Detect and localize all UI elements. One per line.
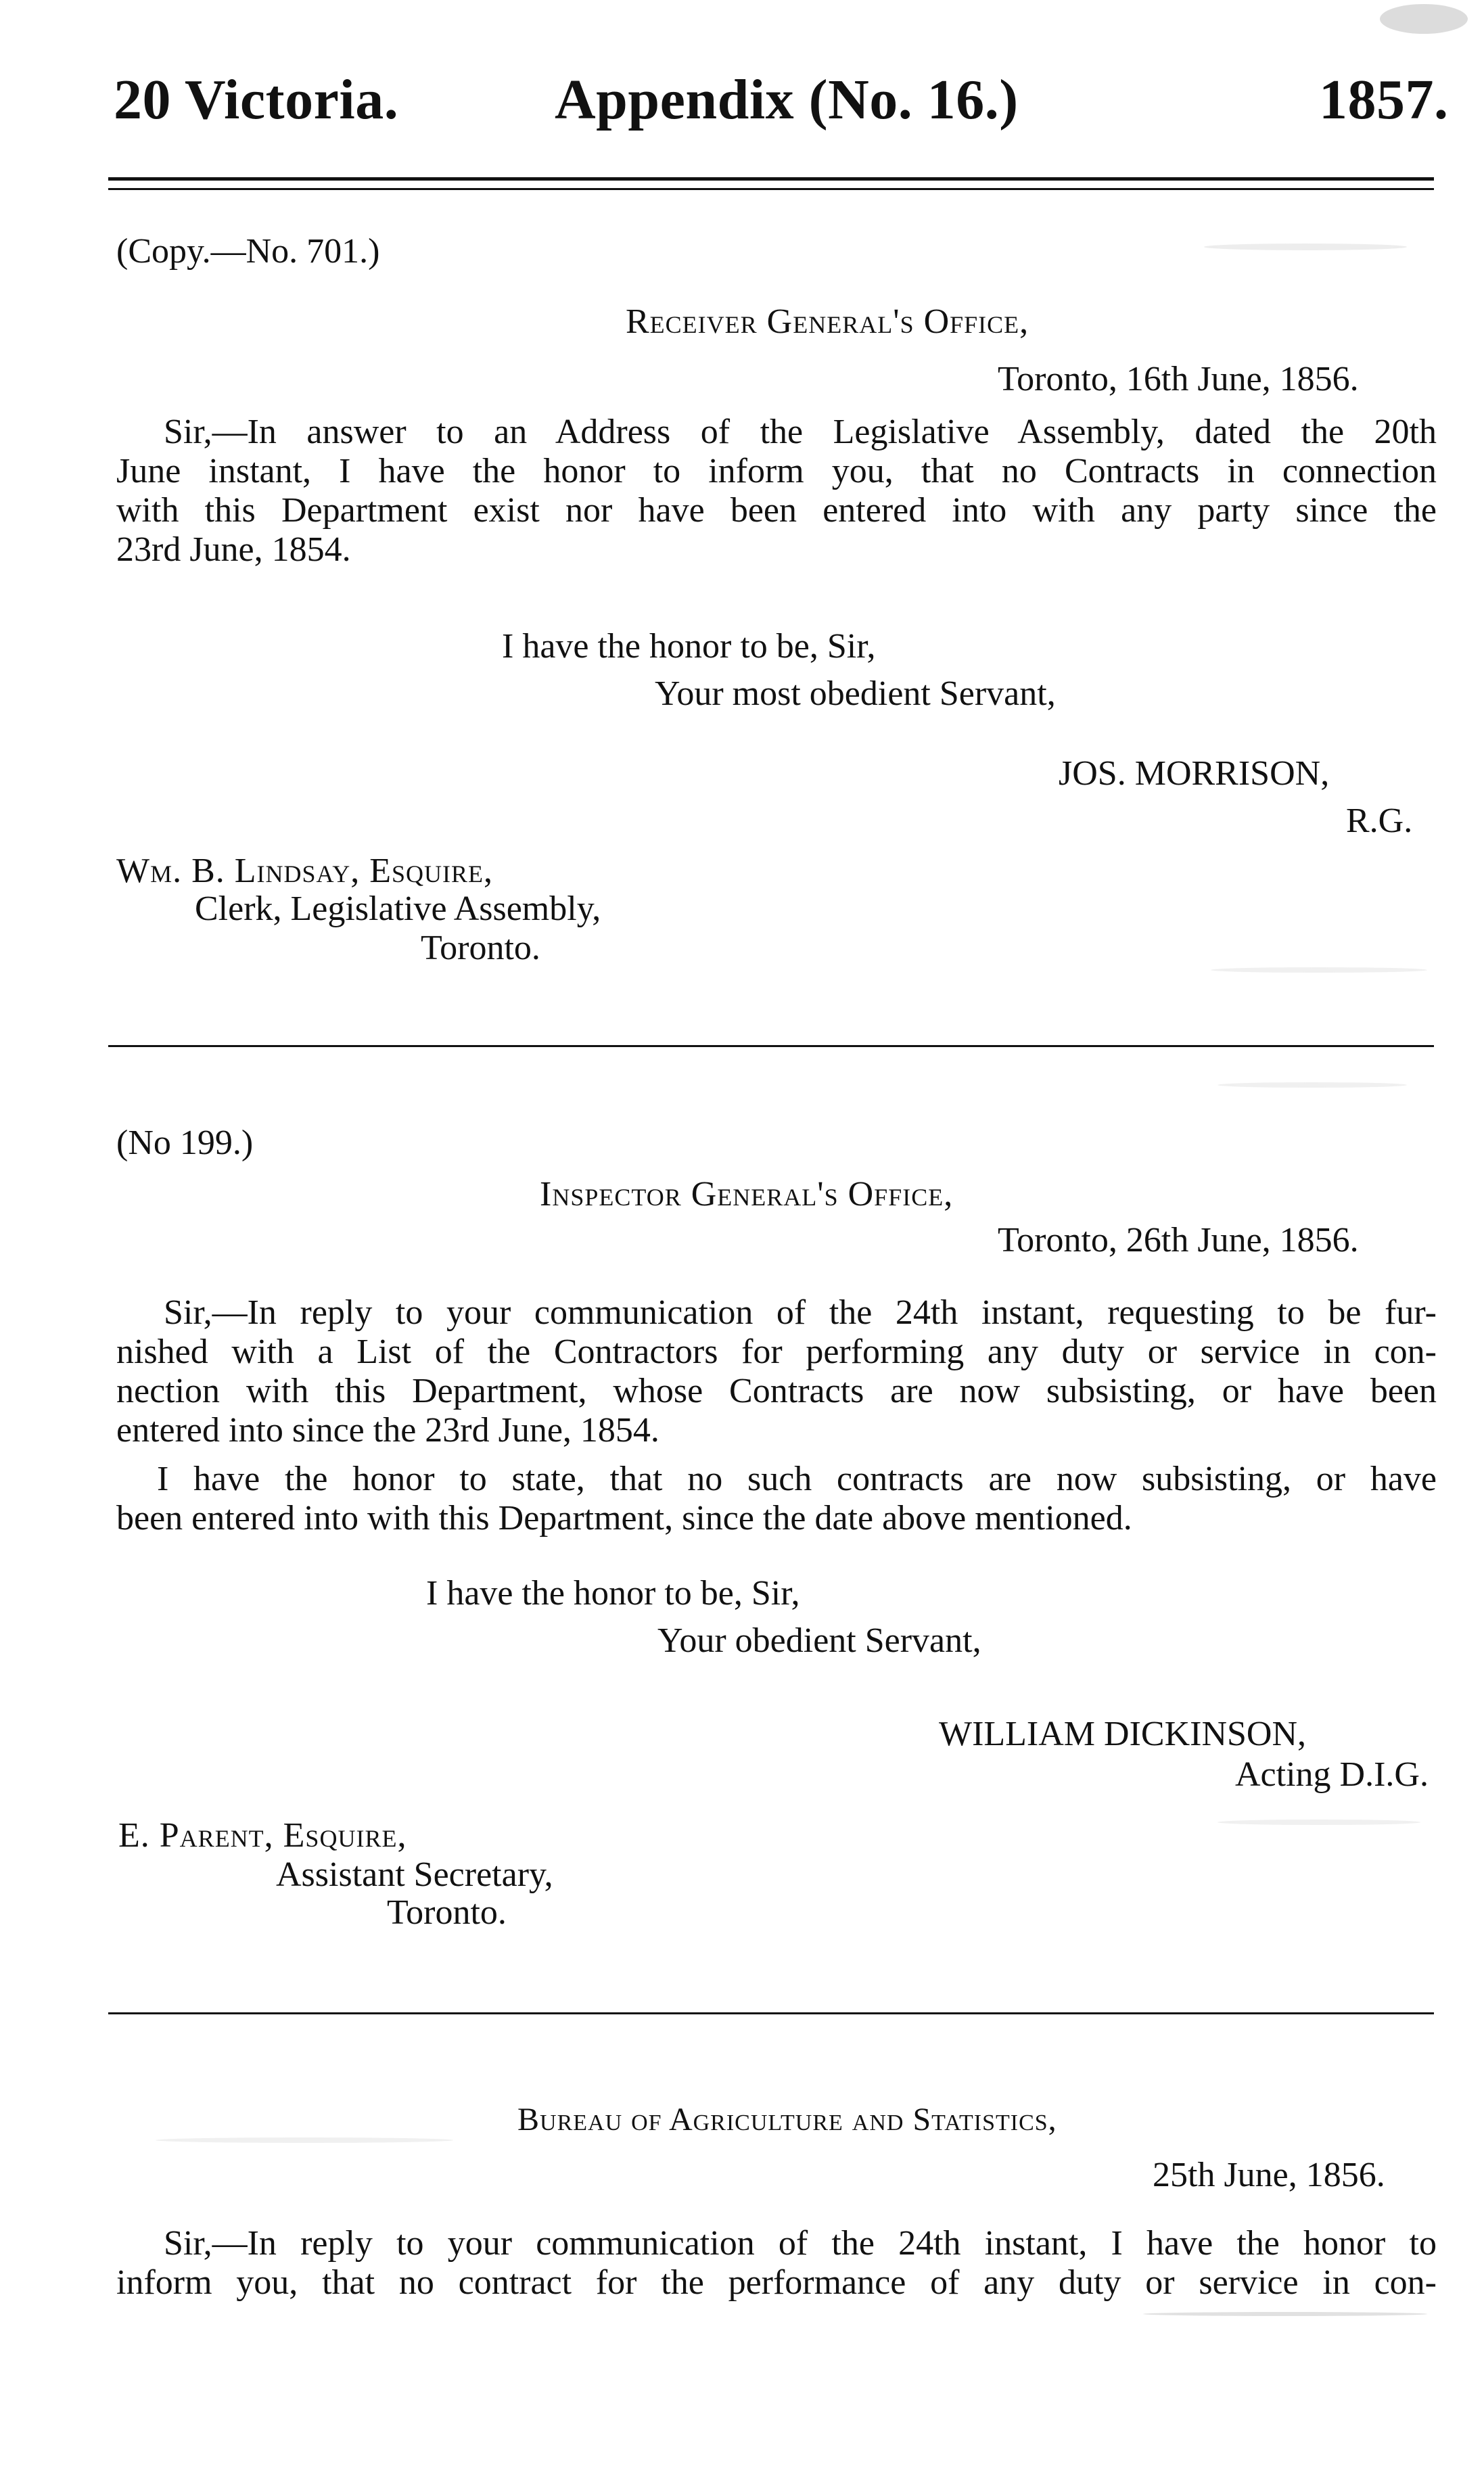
body-line: 23rd June, 1854. <box>116 530 351 569</box>
letter-dateline: Toronto, 26th June, 1856. <box>998 1221 1359 1259</box>
letter-signature: JOS. MORRISON, <box>1059 754 1330 793</box>
letter-body-continued <box>116 1460 1437 1538</box>
letter-office: Receiver General's Office, <box>626 302 1029 341</box>
body-line: nection with this Department, whose Contracts are now subsisting, or have been <box>116 1372 1437 1410</box>
scan-speck <box>1211 967 1427 973</box>
section-divider <box>108 2012 1434 2014</box>
body-line: inform you, that no contract for the performance of any duty or service in con- <box>116 2263 1437 2302</box>
header-appendix: Appendix (No. 16.) <box>555 68 1019 131</box>
body-line: June instant, I have the honor to inform you, that no Contracts in connection <box>116 452 1437 490</box>
letter-body <box>116 2224 1437 2303</box>
letter-closing: I have the honor to be, Sir, <box>426 1574 800 1613</box>
body-line: been entered into with this Department, since the date above mentioned. <box>116 1499 1132 1537</box>
body-line: Sir,—In reply to your communication of the 24th instant, I have the honor to <box>164 2224 1437 2263</box>
scan-speck <box>156 2137 453 2143</box>
body-line: nished with a List of the Contractors for performing any duty or service in con- <box>116 1333 1437 1371</box>
body-line: I have the honor to state, that no such contracts are now subsisting, or have <box>157 1460 1437 1498</box>
letter-signature: WILLIAM DICKINSON, <box>939 1715 1307 1753</box>
letter-dateline: Toronto, 16th June, 1856. <box>998 360 1359 398</box>
letter-closing-servant: Your obedient Servant, <box>657 1621 981 1660</box>
letter-office: Bureau of Agriculture and Statistics, <box>517 2102 1057 2137</box>
addressee-name: E. Parent, Esquire, <box>118 1816 407 1855</box>
letter-closing: I have the honor to be, Sir, <box>502 627 876 666</box>
scan-speck <box>1380 4 1468 34</box>
letter-dateline: 25th June, 1856. <box>1153 2156 1385 2194</box>
letter-reference: (Copy.—No. 701.) <box>116 232 380 271</box>
header-year: 1857. <box>1319 68 1449 131</box>
letter-body <box>116 413 1437 570</box>
body-line: Sir,—In reply to your communication of the 24th instant, requesting to be fur- <box>164 1293 1437 1332</box>
letter-office: Inspector General's Office, <box>540 1175 954 1213</box>
letter-addressee-place: Toronto. <box>421 929 540 967</box>
scan-speck <box>1218 1082 1407 1088</box>
letter-addressee <box>118 1818 407 1853</box>
letter-addressee-position: Clerk, Legislative Assembly, <box>195 889 601 928</box>
header-rule-bottom <box>108 188 1434 190</box>
letter-addressee-place: Toronto. <box>387 1893 507 1932</box>
body-line: Sir,—In answer to an Address of the Legislative Assembly, dated the 20th <box>164 413 1437 451</box>
letter-signature-title: R.G. <box>1346 802 1413 840</box>
header-session: 20 Victoria. <box>114 68 399 131</box>
letter-closing-servant: Your most obedient Servant, <box>655 674 1056 713</box>
letter-reference: (No 199.) <box>116 1124 254 1162</box>
letter-body <box>116 1293 1437 1450</box>
letter-signature-title: Acting D.I.G. <box>1235 1755 1429 1794</box>
letter-addressee: Wm. B. Lindsay, Esquire, <box>116 852 494 890</box>
header-rule-top <box>108 177 1434 181</box>
section-divider <box>108 1045 1434 1047</box>
scan-speck <box>1218 1820 1420 1825</box>
scan-speck <box>1143 2312 1427 2316</box>
body-line: with this Department exist nor have been entered into with any party since the <box>116 491 1437 530</box>
body-line: entered into since the 23rd June, 1854. <box>116 1411 659 1450</box>
letter-addressee-position: Assistant Secretary, <box>276 1855 553 1894</box>
scan-speck <box>1204 244 1407 250</box>
